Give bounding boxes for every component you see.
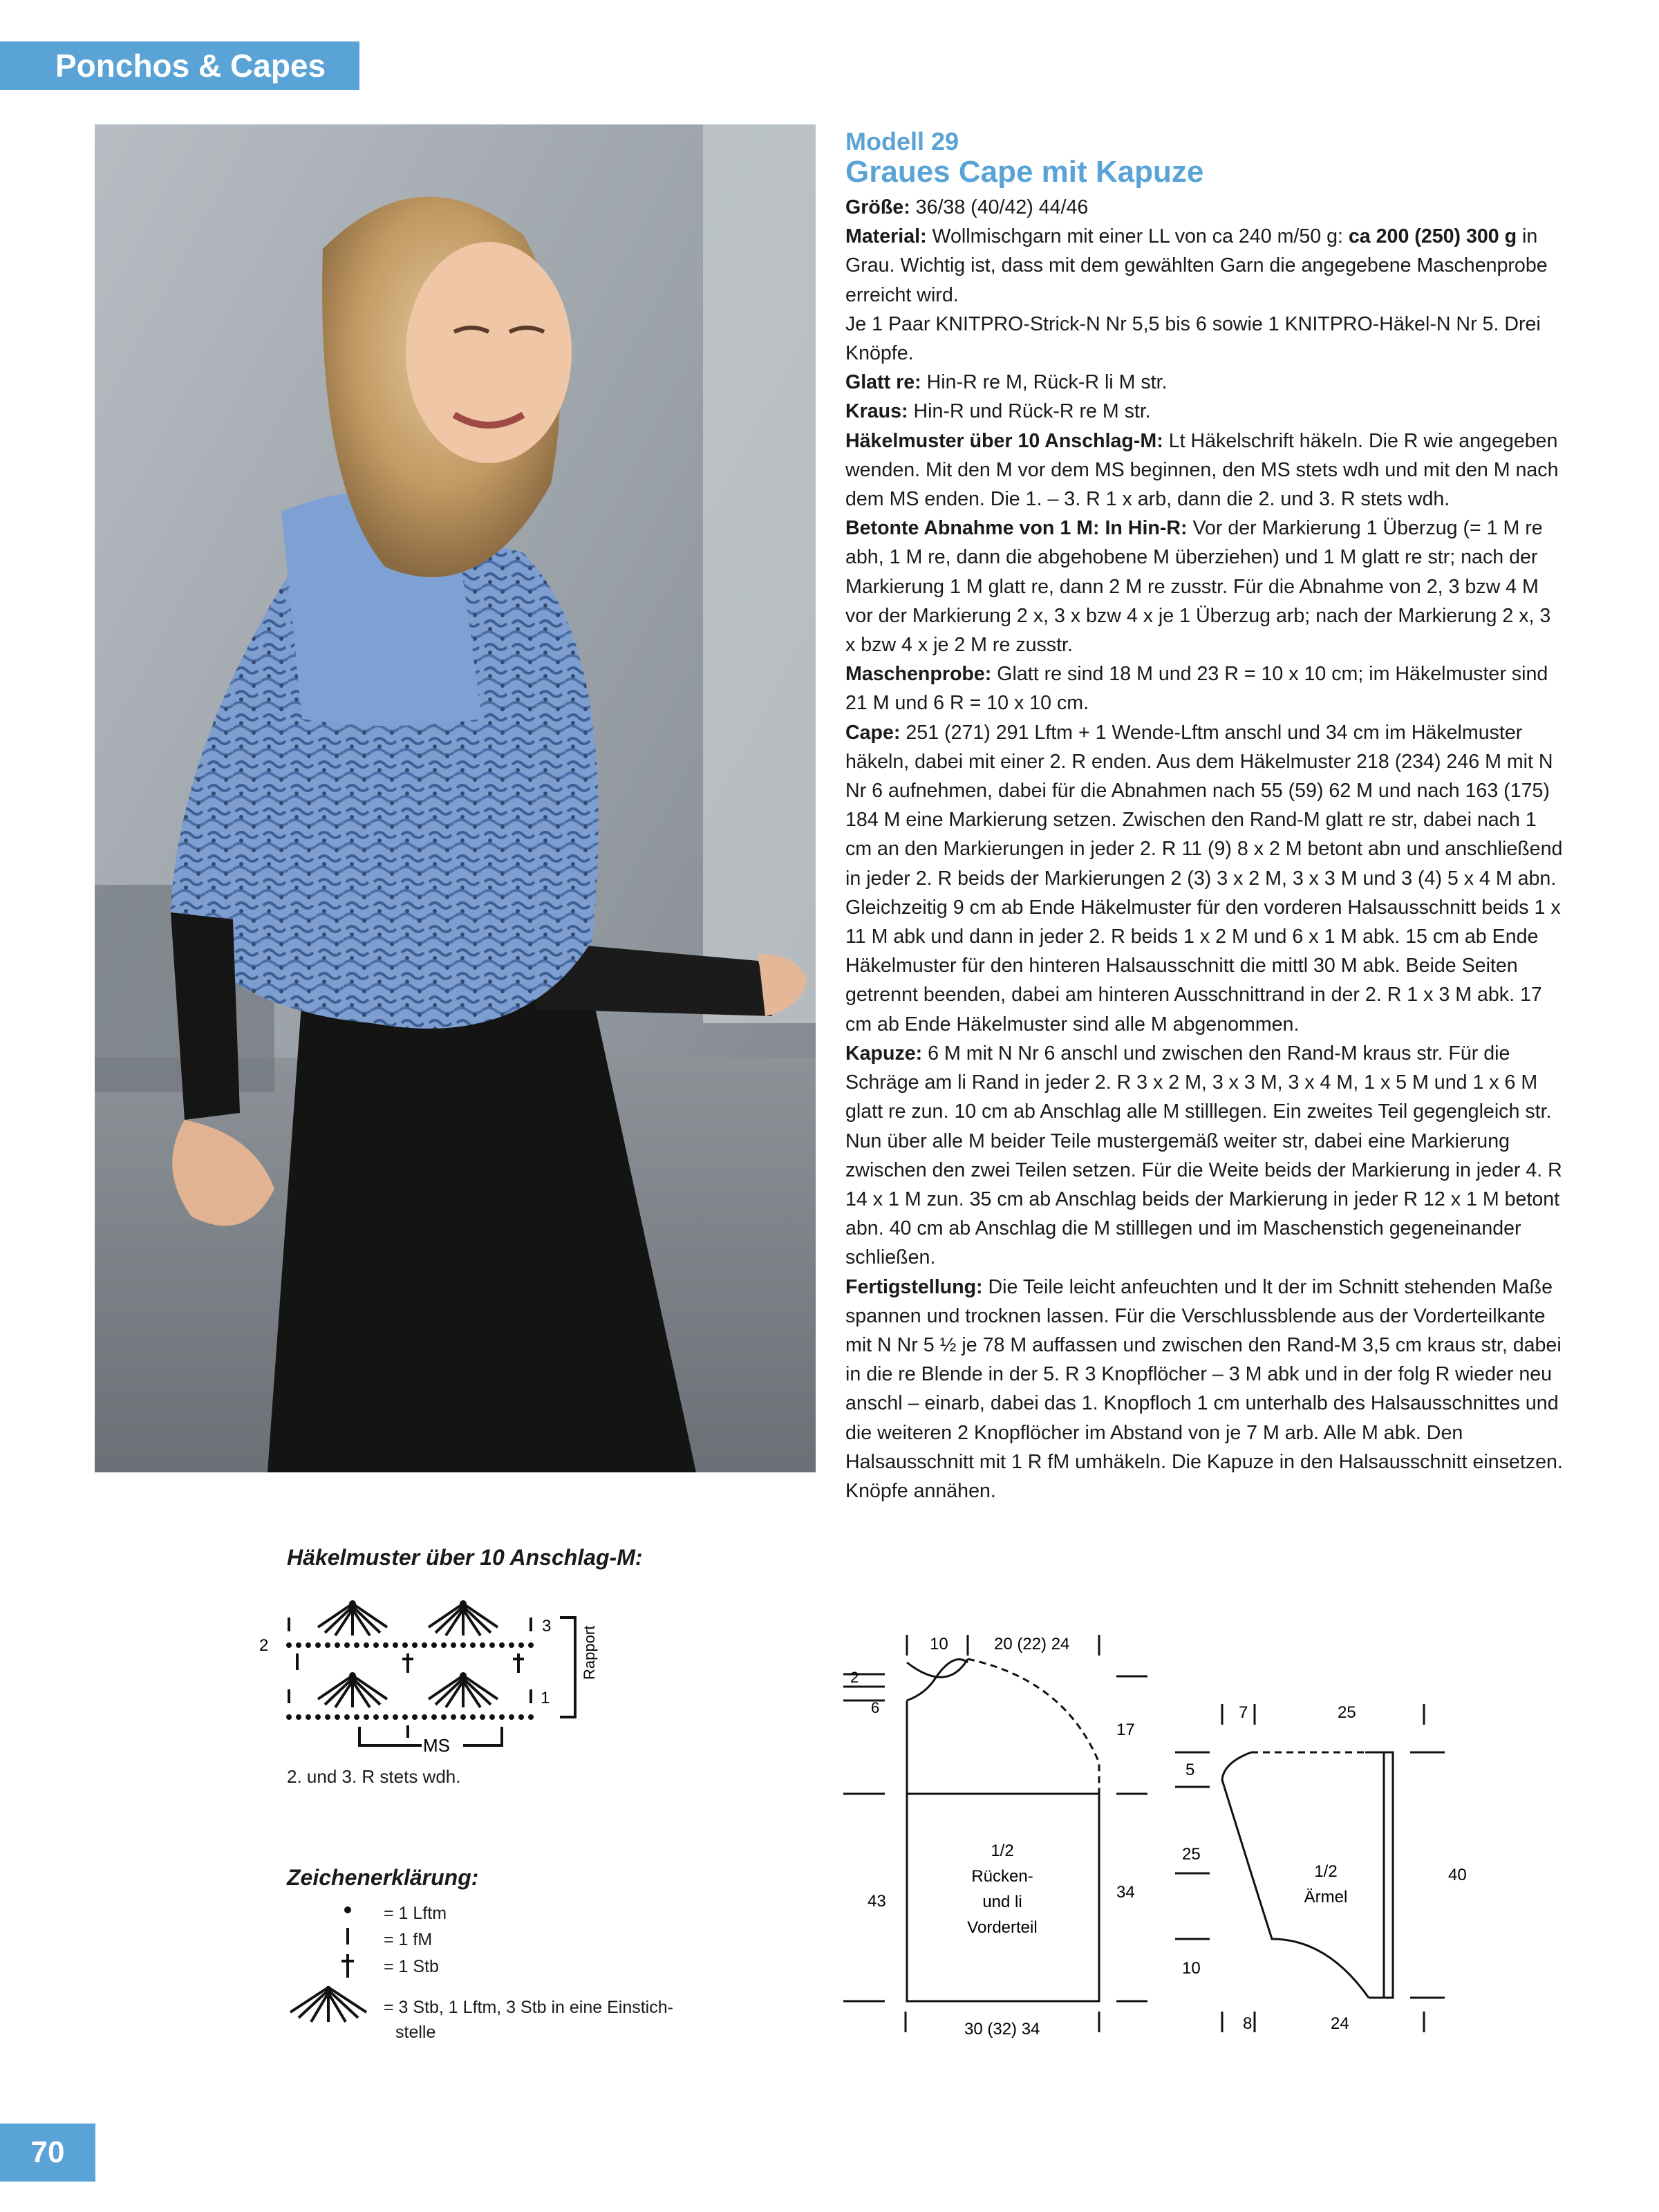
instruction-material: Material: Wollmischgarn mit einer LL von ca 240 m/50 g: ca 200 (250) 300 g in Grau. Wichtig ist, dass mit dem gewählten Garn die angegebene Maschenprobe erreicht wird. <box>845 225 1548 306</box>
body-dim-top1: 10 <box>930 1635 948 1653</box>
model-photo <box>95 124 816 1472</box>
legend-item-lftm: = 1 Lftm <box>384 1904 447 1923</box>
body-dim-34: 34 <box>1116 1883 1135 1902</box>
legend-symbols <box>283 1897 380 2036</box>
chart-note: 2. und 3. R stets wdh. <box>287 1766 461 1787</box>
sleeve-dim-25: 25 <box>1182 1845 1201 1864</box>
legend-fan-icon <box>290 1986 366 2022</box>
schematic-sleeve <box>1161 1687 1479 2046</box>
chart-title: Häkelmuster über 10 Anschlag-M: <box>287 1545 643 1570</box>
section-tab: Ponchos & Capes <box>0 41 359 90</box>
chart-row-1: 1 <box>541 1689 550 1707</box>
sleeve-dim-bottom2: 24 <box>1331 2014 1349 2033</box>
fan-symbol-3 <box>318 1674 387 1707</box>
fan-symbol-4 <box>429 1674 498 1707</box>
body-dim-6: 6 <box>871 1699 880 1716</box>
model-number: Modell 29 <box>845 127 959 156</box>
chart-row-3: 3 <box>542 1617 552 1635</box>
body-label-3: und li <box>982 1893 1022 1911</box>
legend-item-fm: = 1 fM <box>384 1930 433 1949</box>
fan-symbol-1 <box>318 1602 387 1635</box>
page-number: 70 <box>0 2124 95 2182</box>
instruction-fertigstellung: Fertigstellung: Die Teile leicht anfeuchten und lt der im Schnitt stehenden Maße spannen und trocknen lassen. Für die Verschlussblende aus der Vorderteilkante mit N Nr 5 ½ je 78 M auffassen und zwischen den Rand-M 3,5 cm kraus str, dabei in die re Blende in der 5. R 3 Knopflöcher – 3 M abk und in der folg R wieder neu anschl – einarb, dabei das 1. Knopfloch 1 cm unterhalb des Halsausschnittes und die weiteren 2 Knopflöcher im Abstand von je 7 M arb. Alle M abk. Den Halsausschnitt mit 1 R fM umhäkeln. Die Kapuze in den Halsausschnitt einsetzen. Knöpfe annähen. <box>845 1275 1563 1502</box>
legend-item-fan: = 3 Stb, 1 Lftm, 3 Stb in eine Einstich- <box>384 1998 673 2017</box>
sleeve-dim-5: 5 <box>1185 1761 1195 1779</box>
sleeve-dim-10: 10 <box>1182 1959 1201 1978</box>
instruction-glatt: Glatt re: Hin-R re M, Rück-R li M str. <box>845 371 1168 394</box>
chart-row-2: 2 <box>259 1636 269 1655</box>
chart-rapport-label: Rapport <box>581 1625 598 1680</box>
body-label-4: Vorderteil <box>967 1918 1038 1937</box>
instructions-column <box>845 128 1564 1506</box>
sleeve-label-1: 1/2 <box>1314 1862 1338 1881</box>
body-dim-top2: 20 (22) 24 <box>994 1635 1070 1653</box>
chart-dot-row-bottom <box>286 1714 534 1720</box>
crochet-chart <box>256 1590 643 1756</box>
body-label-2: Rücken- <box>971 1867 1033 1886</box>
sleeve-dim-top1: 7 <box>1239 1703 1248 1722</box>
sleeve-dim-bottom1: 8 <box>1243 2014 1253 2033</box>
body-label-1: 1/2 <box>991 1841 1014 1860</box>
legend-cross-icon <box>341 1954 354 1978</box>
body-dim-bottom: 30 (32) 34 <box>964 2020 1040 2038</box>
body-dim-43: 43 <box>868 1892 886 1911</box>
sleeve-dim-top2: 25 <box>1338 1703 1356 1722</box>
model-title: Graues Cape mit Kapuze <box>845 155 1204 189</box>
instruction-haekelmuster: Häkelmuster über 10 Anschlag-M: Lt Häkelschrift häkeln. Die R wie angegeben wenden. Mit den M vor dem MS beginnen, den MS stets wdh und mit den M nach dem MS enden. Die 1. – 3. R 1 x arb, dann die 2. und 3. R stets wdh. <box>845 429 1559 511</box>
legend-item-stb: = 1 Stb <box>384 1957 439 1976</box>
instruction-abnahme: Betonte Abnahme von 1 M: In Hin-R: Vor der Markierung 1 Überzug (= 1 M re abh, 1 M re, dann die abgehobene M überziehen) und 1 M glatt re str; nach der Markierung 1 M glatt re, dann 2 M re zusstr. Für die Abnahme von 2, 3 bzw 4 M vor der Markierung 2 x, 3 x bzw 4 x je 1 Überzug arb; nach der Markierung 2 x, 3 x bzw 4 x je 2 M re zusstr. <box>845 517 1551 657</box>
schematic-body <box>830 1624 1210 2053</box>
instruction-size: Größe: 36/38 (40/42) 44/46 <box>845 196 1089 218</box>
legend-dot-icon <box>344 1906 351 1913</box>
instruction-cape: Cape: 251 (271) 291 Lftm + 1 Wende-Lftm anschl und 34 cm im Häkelmuster häkeln, dabei mit einer 2. R enden. Aus dem Häkelmuster 218 (234) 246 M mit N Nr 6 aufnehmen, dabei für die Abnahmen nach 55 (59) 62 M und nach 163 (175) 184 M eine Markierung setzen. Zwischen den Rand-M glatt re str, dabei nach 1 cm an den Markierungen in jeder 2. R 11 (9) 8 x 2 M betont abn und anschließend in jeder 2. R beids der Markierungen 2 (3) 3 x 2 M, 3 x 3 M und 3 (4) 5 x 4 M abn. Gleichzeitig 9 cm ab Ende Häkelmuster für den vorderen Halsausschnitt beids 1 x 11 M abk und dann in jeder 2. R beids 1 x 2 M und 6 x 1 M abk. 15 cm ab Ende Häkelmuster für den hinteren Halsausschnitt die mittl 30 M abk. Beide Seiten getrennt beenden, dabei am hinteren Ausschnittrand in der 2. R 1 x 3 M abk. 17 cm ab Ende Häkelmuster sind alle M abgenommen. <box>845 721 1563 1035</box>
legend-title: Zeichenerklärung: <box>287 1865 479 1890</box>
dc-symbols <box>297 1653 524 1738</box>
chart-dot-row-top <box>286 1642 534 1648</box>
sleeve-dim-40: 40 <box>1448 1866 1467 1884</box>
instruction-kapuze: Kapuze: 6 M mit N Nr 6 anschl und zwischen den Rand-M kraus str. Für die Schräge am li Rand in jeder 2. R 3 x 2 M, 3 x 3 M, 3 x 4 M, 1 x 5 M und 1 x 6 M glatt re zun. 10 cm ab Anschlag alle M stilllegen. Ein zweites Teil gegengleich str. Nun über alle M beider Teile mustergemäß weiter str, dabei eine Markierung zwischen den zwei Teilen setzen. Für die Weite beids der Markierung in jeder 4. R 14 x 1 M zun. 35 cm ab Anschlag beids der Markierung in jeder R 12 x 1 M betont abn. 40 cm ab Anschlag die M stilllegen und im Maschenstich gegeneinander schließen. <box>845 1042 1562 1269</box>
body-dim-2: 2 <box>850 1669 859 1686</box>
instruction-maschenprobe: Maschenprobe: Glatt re sind 18 M und 23 R = 10 x 10 cm; im Häkelmuster sind 21 M und 6 R = 10 x 10 cm. <box>845 663 1548 715</box>
body-dim-17: 17 <box>1116 1721 1135 1739</box>
rapport-bracket <box>560 1618 575 1717</box>
legend-item-fan-cont: stelle <box>395 2023 436 2042</box>
instruction-kraus: Kraus: Hin-R und Rück-R re M str. <box>845 400 1151 423</box>
fan-symbol-2 <box>429 1602 498 1635</box>
instruction-needles: Je 1 Paar KNITPRO-Strick-N Nr 5,5 bis 6 sowie 1 KNITPRO-Häkel-N Nr 5. Drei Knöpfe. <box>845 312 1541 365</box>
sleeve-label-2: Ärmel <box>1304 1888 1348 1906</box>
chart-ms-label: MS <box>423 1735 450 1756</box>
